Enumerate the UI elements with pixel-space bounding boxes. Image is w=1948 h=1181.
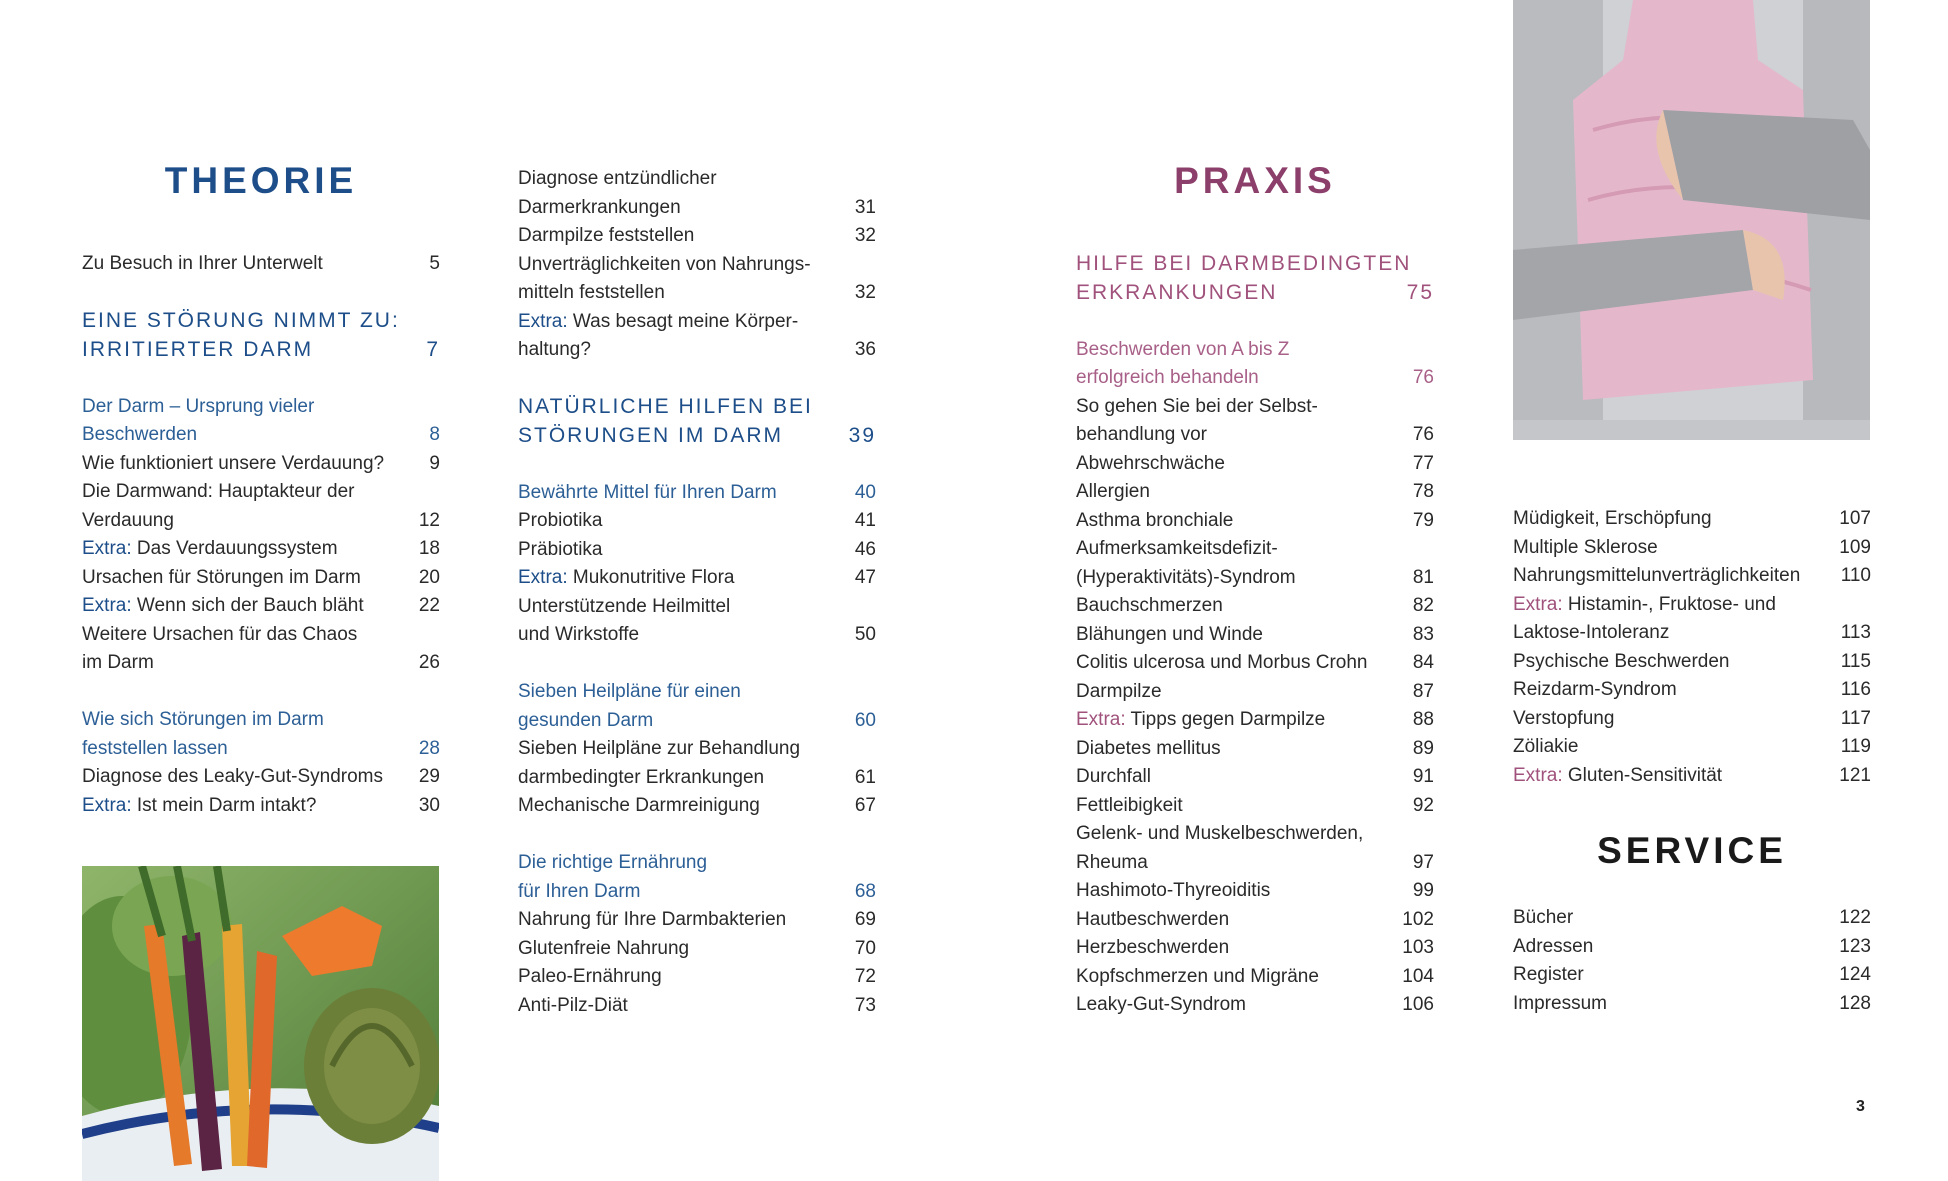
toc-entry-title: NATÜRLICHE HILFEN BEI [518,395,813,418]
toc-entry-title [82,535,409,564]
toc-entry-title: Impressum [1513,992,1607,1014]
toc-entry-title: haltung? [518,339,591,360]
toc-theorie-continued [518,165,876,1020]
section-title-praxis: PRAXIS [1174,160,1336,201]
toc-entry-title: Zu Besuch in Ihrer Unterwelt [82,253,323,274]
toc-entry [1513,933,1871,962]
toc-page-number: 87 [1412,680,1434,702]
toc-entry [82,250,440,279]
toc-page-number: 9 [429,452,440,474]
toc-entry-title: Beschwerden von A bis Z [1076,338,1290,360]
toc-chapter [1076,250,1434,279]
toc-entry [1076,421,1434,450]
toc-entry [518,963,876,992]
toc-page-number: 28 [418,737,440,759]
toc-entry-title: Ursachen für Störungen im Darm [82,566,361,588]
extra-title: Histamin-, Fruktose- und [1562,593,1776,615]
toc-entry [518,906,876,935]
toc-page-number: 70 [854,937,876,959]
toc-entry-title: Laktose-Intoleranz [1513,622,1670,643]
toc-entry-title: Unverträglichkeiten von Nahrungs- [518,253,811,275]
toc-spacer [518,650,876,679]
hot-water-bottle-photo [1513,0,1870,440]
toc-entry [1076,820,1434,849]
toc-entry [1076,849,1434,878]
extra-label: Extra: [518,310,568,332]
toc-entry [518,764,876,793]
toc-page-number: 91 [1412,766,1434,787]
toc-spacer [518,821,876,850]
toc-entry-title: feststellen lassen [82,737,228,759]
toc-page-number: 99 [1412,880,1434,901]
toc-entry [1076,735,1434,764]
extra-label: Extra: [1076,709,1126,730]
toc-entry-title: Weitere Ursachen für das Chaos [82,623,358,645]
toc-entry-title: Sieben Heilpläne für einen [518,681,741,702]
toc-entry-title: Abwehrschwäche [1076,452,1225,474]
toc-entry-title: Bücher [1513,907,1574,928]
toc-page-number: 73 [854,994,876,1016]
toc-page-number: 103 [1402,937,1434,958]
toc-page-number: 67 [854,795,876,816]
toc-entry-title: Unterstützende Heilmittel [518,595,731,617]
toc-entry [82,564,440,593]
toc-page-number: 128 [1839,992,1871,1014]
toc-page-number: 31 [854,196,876,218]
toc-subchapter [518,678,876,707]
toc-spacer [82,279,440,308]
toc-entry [518,251,876,280]
toc-entry [1076,877,1434,906]
toc-entry-title [518,564,845,593]
toc-subchapter [1076,336,1434,365]
toc-page-number: 115 [1840,650,1871,672]
toc-chapter [82,336,440,365]
toc-entry [1513,562,1871,591]
toc-entry-title: Paleo-Ernährung [518,966,662,987]
page-number: 3 [1856,1098,1865,1115]
toc-entry [1076,478,1434,507]
extra-label: Extra: [82,595,132,616]
toc-entry [518,536,876,565]
extra-title: Was besagt meine Körper- [567,310,799,332]
toc-entry [1513,762,1871,791]
toc-entry-title: Leaky-Gut-Syndrom [1076,994,1247,1015]
toc-entry-title: IRRITIERTER DARM [82,337,314,361]
toc-entry [1076,393,1434,422]
toc-entry-title: Verstopfung [1513,707,1615,729]
toc-entry [518,593,876,622]
toc-entry [1076,564,1434,593]
toc-entry-title: Mechanische Darmreinigung [518,795,760,816]
toc-page-number: 50 [854,624,876,645]
toc-entry [1513,904,1871,933]
toc-entry [82,507,440,536]
toc-page-number: 113 [1840,622,1871,643]
toc-entry-title: Probiotika [518,510,603,531]
toc-page-number: 29 [418,766,440,787]
vegetables-photo [82,866,439,1181]
toc-page-number: 40 [854,481,876,503]
toc-page-number: 60 [854,709,876,731]
toc-entry [1076,592,1434,621]
toc-entry-title: Blähungen und Winde [1076,623,1263,645]
toc-page-number: 30 [418,794,440,816]
toc-page-number: 12 [418,509,440,531]
toc-page-number: 78 [1412,481,1434,502]
toc-chapter [518,393,876,422]
toc-entry-title: Die richtige Ernährung [518,852,708,873]
toc-page-number: 82 [1412,595,1434,616]
toc-entry-title: und Wirkstoffe [518,624,640,645]
toc-entry [82,792,440,821]
toc-entry [1076,450,1434,479]
toc-entry-title: Rheuma [1076,851,1148,873]
toc-page-number: 81 [1412,566,1434,588]
toc-subchapter [1076,364,1434,393]
toc-page-number: 61 [854,766,876,788]
toc-entry [1513,676,1871,705]
toc-entry [82,621,440,650]
toc-spacer [82,678,440,707]
toc-entry-title: Glutenfreie Nahrung [518,937,690,959]
toc-page-number: 116 [1840,679,1871,700]
toc-entry-title: (Hyperaktivitäts)-Syndrom [1076,566,1296,588]
toc-entry [1513,705,1871,734]
toc-service [1513,904,1871,1018]
toc-page-number: 117 [1840,707,1871,729]
toc-entry-title [1513,591,1871,620]
extra-label: Extra: [1513,764,1563,786]
toc-entry-title: Der Darm – Ursprung vieler [82,395,315,417]
toc-entry [82,592,440,621]
extra-title: Gluten-Sensitivität [1562,764,1723,786]
toc-page-number: 89 [1412,737,1434,759]
extra-title: Das Verdauungssystem [131,538,338,559]
toc-entry-title [82,592,409,621]
toc-entry [1076,535,1434,564]
toc-spacer [82,364,440,393]
toc-entry-title: Colitis ulcerosa und Morbus Crohn [1076,652,1368,673]
toc-chapter [1076,279,1434,308]
toc-entry [1513,505,1871,534]
toc-entry-title: ERKRANKUNGEN [1076,280,1278,304]
toc-subchapter [518,849,876,878]
toc-entry [518,792,876,821]
toc-entry [1076,792,1434,821]
toc-entry-title [1076,706,1403,735]
toc-entry [1513,733,1871,762]
toc-subchapter [82,421,440,450]
toc-entry-title: Die Darmwand: Hauptakteur der [82,481,355,502]
toc-entry [518,279,876,308]
toc-entry [518,165,876,194]
toc-page-number: 97 [1412,851,1434,873]
toc-entry [1076,906,1434,935]
toc-entry-title: Darmerkrankungen [518,196,681,218]
toc-entry-title: Bewährte Mittel für Ihren Darm [518,481,777,503]
toc-page-number: 77 [1412,452,1434,474]
toc-entry-title: Asthma bronchiale [1076,509,1234,531]
section-title-service: SERVICE [1597,830,1787,871]
toc-page-number: 121 [1839,764,1871,786]
toc-entry [1513,990,1871,1019]
toc-page-number: 104 [1402,965,1434,987]
toc-page-number: 46 [854,538,876,560]
extra-label: Extra: [1513,593,1563,615]
toc-entry-title: Fettleibigkeit [1076,794,1183,816]
toc-entry-title: Gelenk- und Muskelbeschwerden, [1076,823,1364,844]
toc-page-number: 84 [1412,652,1434,673]
toc-entry [1513,591,1871,620]
extra-title: Mukonutritive Flora [567,567,735,588]
toc-spacer [518,450,876,479]
toc-page-number: 41 [854,510,876,531]
toc-page-number: 107 [1839,508,1871,529]
toc-page-number: 69 [854,909,876,930]
toc-entry-title: Multiple Sklerose [1513,536,1658,558]
extra-title: Tipps gegen Darmpilze [1125,709,1326,730]
toc-entry-title: Sieben Heilpläne zur Behandlung [518,738,801,759]
toc-page-number: 106 [1402,994,1434,1015]
toc-entry-title: Wie funktioniert unsere Verdauung? [82,452,385,474]
toc-entry-title: So gehen Sie bei der Selbst- [1076,395,1318,417]
toc-entry [1076,507,1434,536]
toc-entry-title: darmbedingter Erkrankungen [518,766,765,788]
toc-entry-title: Wie sich Störungen im Darm [82,709,324,730]
toc-entry [82,478,440,507]
toc-page-number: 68 [854,880,876,902]
toc-page-number: 7 [426,337,440,361]
toc-entry [1513,648,1871,677]
toc-page-number: 5 [429,253,440,274]
toc-entry-title: Bauchschmerzen [1076,595,1223,616]
toc-entry [518,507,876,536]
toc-entry-title: im Darm [82,652,154,673]
toc-page-number: 39 [848,423,876,447]
extra-title: Ist mein Darm intakt? [131,794,317,816]
toc-entry [518,621,876,650]
toc-entry-title: Psychische Beschwerden [1513,650,1730,672]
toc-page-number: 110 [1840,565,1871,586]
toc-entry [518,222,876,251]
toc-entry-title: Hashimoto-Thyreoiditis [1076,880,1271,901]
toc-entry [1513,534,1871,563]
toc-entry-title [518,308,876,337]
toc-entry [518,336,876,365]
toc-entry-title: STÖRUNGEN IM DARM [518,423,783,447]
toc-page-number: 32 [854,282,876,303]
toc-subchapter [518,878,876,907]
toc-page-number: 18 [418,538,440,559]
toc-entry-title: Durchfall [1076,766,1151,787]
toc-page-number: 8 [429,424,440,445]
toc-page-number: 76 [1412,424,1434,445]
toc-entry [82,649,440,678]
toc-entry-title: Darmpilze [1076,680,1162,702]
toc-entry-title: Hautbeschwerden [1076,908,1230,930]
toc-spacer [518,365,876,394]
toc-entry [1076,991,1434,1020]
section-title-theorie: THEORIE [164,160,358,201]
toc-page-number: 123 [1839,935,1871,957]
toc-page-number: 72 [854,966,876,987]
toc-entry-title: gesunden Darm [518,709,654,731]
toc-entry-title [1513,762,1829,791]
toc-entry [1076,706,1434,735]
toc-entry [518,735,876,764]
toc-praxis [1076,250,1434,1020]
extra-label: Extra: [518,567,568,588]
toc-page-number: 75 [1406,280,1434,304]
toc-page-number: 109 [1839,536,1871,558]
toc-page-number: 102 [1402,908,1434,930]
toc-praxis-continued [1513,505,1871,790]
toc-entry-title: Reizdarm-Syndrom [1513,679,1677,700]
toc-subchapter [518,707,876,736]
toc-entry-title: Darmpilze feststellen [518,225,695,246]
toc-page-number: 76 [1412,367,1434,388]
toc-subchapter [82,393,440,422]
toc-page-number: 92 [1412,794,1434,816]
toc-entry [518,194,876,223]
toc-entry [518,935,876,964]
toc-entry-title: Nahrungsmittelunverträglichkeiten [1513,565,1801,586]
toc-page-number: 119 [1840,736,1871,757]
toc-chapter [518,422,876,451]
toc-entry-title: Diagnose entzündlicher [518,168,717,189]
toc-entry-title: Kopfschmerzen und Migräne [1076,965,1319,987]
toc-entry-title: mitteln feststellen [518,282,665,303]
toc-entry [1076,621,1434,650]
toc-page-number: 22 [418,595,440,616]
toc-entry [1513,961,1871,990]
toc-page-number: 26 [418,652,440,673]
extra-label: Extra: [82,538,132,559]
toc-entry-title: Adressen [1513,935,1594,957]
toc-entry-title: HILFE BEI DARMBEDINGTEN [1076,252,1412,275]
toc-entry-title: EINE STÖRUNG NIMMT ZU: [82,309,400,332]
toc-spacer [1076,307,1434,336]
toc-subchapter [518,479,876,508]
toc-entry [1076,963,1434,992]
toc-theorie [82,250,440,820]
toc-chapter [82,307,440,336]
toc-page-number: 124 [1839,964,1871,985]
toc-entry-title: Register [1513,964,1584,985]
toc-entry [82,535,440,564]
extra-title: Wenn sich der Bauch bläht [131,595,364,616]
toc-entry-title: Präbiotika [518,538,603,560]
toc-entry-title: Herzbeschwerden [1076,937,1230,958]
toc-entry-title: Diabetes mellitus [1076,737,1221,759]
toc-subchapter [82,706,440,735]
toc-subchapter [82,735,440,764]
toc-entry-title: Aufmerksamkeitsdefizit- [1076,538,1278,559]
toc-entry [518,564,876,593]
toc-entry [1076,934,1434,963]
toc-entry [518,308,876,337]
toc-page-number: 32 [854,225,876,246]
toc-entry-title: Verdauung [82,509,174,531]
toc-page-number: 36 [854,339,876,360]
toc-entry-title: Anti-Pilz-Diät [518,994,628,1016]
extra-label: Extra: [82,794,132,816]
toc-entry [518,992,876,1021]
toc-page-number: 122 [1839,907,1871,928]
toc-entry-title: für Ihren Darm [518,880,641,902]
toc-entry-title: Zöliakie [1513,736,1579,757]
toc-entry [1076,763,1434,792]
toc-page-number: 47 [854,567,876,588]
toc-page-number: 79 [1412,509,1434,531]
toc-entry-title: Beschwerden [82,424,198,445]
toc-entry-title: erfolgreich behandeln [1076,367,1259,388]
toc-entry [82,450,440,479]
toc-entry [1076,678,1434,707]
toc-entry [1513,619,1871,648]
toc-page-number: 83 [1412,623,1434,645]
toc-page-number: 20 [418,566,440,588]
toc-entry-title: Nahrung für Ihre Darmbakterien [518,909,787,930]
toc-entry-title: Müdigkeit, Erschöpfung [1513,508,1712,529]
toc-entry-title: Diagnose des Leaky-Gut-Syndroms [82,766,383,787]
toc-entry-title: behandlung vor [1076,424,1207,445]
toc-entry [1076,649,1434,678]
toc-entry-title [82,792,409,821]
toc-entry-title: Allergien [1076,481,1150,502]
toc-page-number: 88 [1412,709,1434,730]
toc-entry [82,763,440,792]
